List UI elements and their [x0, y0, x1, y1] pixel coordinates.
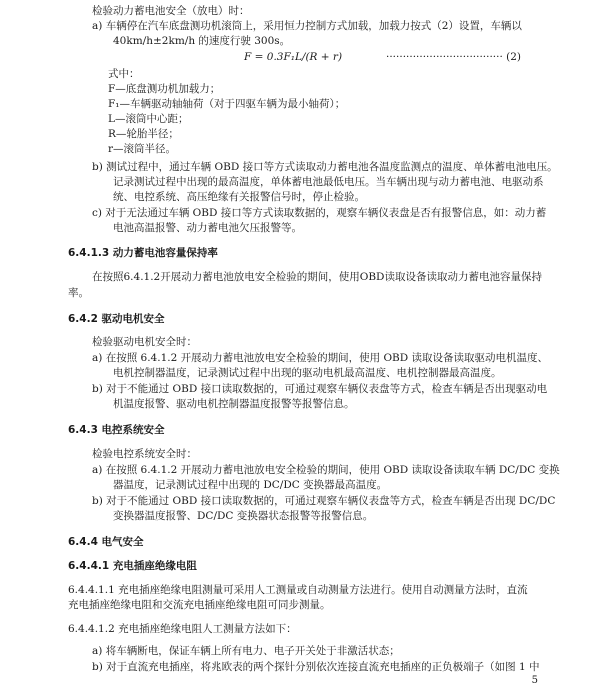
- heading-6-4-1-3: 6.4.1.3 动力蓄电池容量保持率: [68, 247, 218, 259]
- para-6-4-4-1-1-cont: 充电插座绝缘电阻和交流充电插座绝缘电阻可同步测量。: [68, 599, 331, 611]
- item-a-insulation: a) 将车辆断电，保证车辆上所有电力、电子开关处于非激活状态；: [92, 645, 400, 657]
- intro-control: 检验电控系统安全时：: [92, 448, 197, 460]
- heading-6-4-4: 6.4.4 电气安全: [68, 536, 144, 548]
- para-capacity: 在按照6.4.1.2开展动力蓄电池放电安全检验的期间，使用OBD读取设备读取动力蓄电池容量保持: [92, 271, 542, 283]
- var-f: F—底盘测功机加载力；: [108, 83, 221, 95]
- var-r-lower: r—滚筒半径。: [108, 143, 177, 155]
- item-a-control: a) 在按照 6.4.1.2 开展动力蓄电池放电安全检验的期间，使用 OBD 读取设备读取车辆 DC/DC 变换: [92, 464, 560, 476]
- item-a-battery-discharge-cont: 40km/h±2km/h 的速度行驶 300s。: [113, 35, 291, 47]
- where-label: 式中：: [108, 68, 140, 80]
- item-a-control-cont: 器温度，记录测试过程中出现的 DC/DC 变换器最高温度。: [113, 479, 388, 491]
- page-number: 5: [531, 675, 538, 686]
- formula-number: ··································· (2): [386, 51, 522, 63]
- item-c-battery: c) 对于无法通过车辆 OBD 接口等方式读取数据的，观察车辆仪表盘是否有报警信息，如：动力蓄: [92, 207, 547, 219]
- item-a-battery-discharge: a) 车辆停在汽车底盘测功机滚筒上，采用恒力控制方式加载，加载力按式（2）设置，车辆以: [92, 20, 522, 32]
- var-l: L—滚筒中心距；: [108, 113, 189, 125]
- item-b-control-cont: 变换器温度报警、DC/DC 变换器状态报警等报警信息。: [113, 510, 374, 522]
- item-c-battery-cont: 电池高温报警、动力蓄电池欠压报警等。: [113, 222, 302, 234]
- para-capacity-cont: 率。: [68, 287, 89, 299]
- formula-2: F = 0.3F₁L/(R + r): [244, 51, 343, 63]
- intro-battery-discharge: 检验动力蓄电池安全（放电）时：: [92, 5, 250, 17]
- para-6-4-4-1-1: 6.4.4.1.1 充电插座绝缘电阻测量可采用人工测量或自动测量方法进行。使用自动测量方法时，直流: [68, 584, 528, 596]
- var-f1: F₁—车辆驱动轴轴荷（对于四驱车辆为最小轴荷）；: [108, 98, 346, 110]
- item-a-motor-cont: 电机控制器温度，记录测试过程中出现的驱动电机最高温度、电机控制器最高温度。: [113, 367, 502, 379]
- item-b-motor: b) 对于不能通过 OBD 接口读取数据的，可通过观察车辆仪表盘等方式，检查车辆是否出现驱动电: [92, 383, 548, 395]
- heading-6-4-3: 6.4.3 电控系统安全: [68, 424, 165, 436]
- item-b-motor-cont: 机温度报警、驱动电机控制器温度报警等报警信息。: [113, 398, 355, 410]
- item-b-battery-cont2: 统、电控系统、高压绝缘有关报警信号时，停止检验。: [113, 191, 365, 203]
- var-r-upper: R—轮胎半径；: [108, 128, 179, 140]
- para-6-4-4-1-2: 6.4.4.1.2 充电插座绝缘电阻人工测量方法如下：: [68, 623, 297, 635]
- item-b-insulation: b) 对于直流充电插座，将兆欧表的两个探针分别依次连接直流充电插座的正负极端子（如图 1 中: [92, 661, 540, 673]
- item-b-battery: b) 测试过程中，通过车辆 OBD 接口等方式读取动力蓄电池各温度监测点的温度、单体蓄电池电压。: [92, 161, 558, 173]
- heading-6-4-2: 6.4.2 驱动电机安全: [68, 313, 165, 325]
- item-b-control: b) 对于不能通过 OBD 接口读取数据的，可通过观察车辆仪表盘等方式，检查车辆是否出现 DC/DC: [92, 495, 556, 507]
- intro-motor: 检验驱动电机安全时：: [92, 336, 197, 348]
- item-b-battery-cont1: 记录测试过程中出现的最高温度，单体蓄电池最低电压。当车辆出现与动力蓄电池、电驱动系: [113, 176, 544, 188]
- item-a-motor: a) 在按照 6.4.1.2 开展动力蓄电池放电安全检验的期间，使用 OBD 读取设备读取驱动电机温度、: [92, 352, 549, 364]
- heading-6-4-4-1: 6.4.4.1 充电插座绝缘电阻: [68, 560, 197, 572]
